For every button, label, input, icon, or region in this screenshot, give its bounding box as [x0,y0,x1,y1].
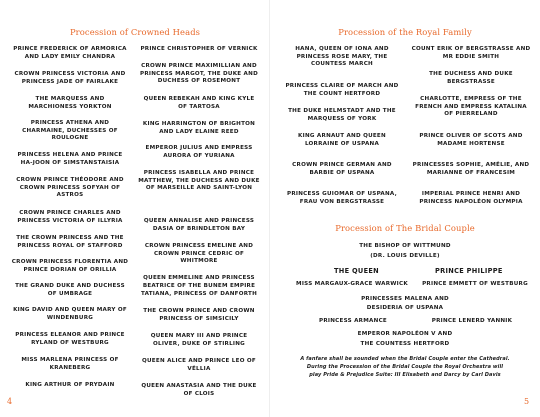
crowned-heads-heading: Procession of Crowned Heads [69,27,201,37]
procession-entry: THE MARQUESS AND MARCHIONESS YORKTON [28,96,112,110]
royal-family-heading: Procession of the Royal Family [338,27,472,37]
attendant-center-2b: THE COUNTESS HERTFORD [360,341,450,347]
procession-entry: IMPERIAL PRINCE HENRI AND PRINCESS NAPOLÉON OLYMPIA [419,191,523,205]
procession-entry: KING HARRINGTON OF BRIGHTON AND LADY ELAINE REED [142,121,256,135]
attendant-left-2: PRINCESS ARMANCE [319,318,387,324]
procession-entry: TATIANA, PRINCESS OF DANFORTH [140,291,258,297]
procession-entry: CROWN PRINCESS FLORENTIA AND PRINCE DORIAN OF ORILLIA [11,259,129,273]
royal-family-column-1 [283,46,401,216]
procession-entry: THE GRAND DUKE AND DUCHESS OF UMBRAGE [15,283,125,297]
procession-entry: THE CROWN PRINCE AND CROWN PRINCESS OF SIMSICILY [143,308,255,322]
procession-entry: KING ARNAUT AND QUEEN LORRAINE OF USPANA [298,133,386,147]
procession-entry: PRINCESS ELEANOR AND PRINCE RYLAND OF WESTBURG [15,332,125,346]
procession-entry: QUEEN REBEKAH AND KING KYLE OF TARTOSA [143,96,255,110]
bridal-couple-heading: Procession of The Bridal Couple [335,223,475,233]
procession-entry: EMPEROR JULIUS AND EMPRESS AURORA OF YURIANA [145,145,253,159]
procession-entry: PRINCE OLIVER OF SCOTS AND MADAME HORTENSE [419,133,523,147]
procession-entry: HANA, QUEEN OF IONA AND PRINCESS ROSE MARY, THE COUNTESS MARCH [295,46,389,68]
procession-entry: PRINCE CHRISTOPHER OF VERNICK [140,46,258,52]
procession-entry: THE CROWN PRINCESS AND THE PRINCESS ROYAL OF STAFFORD [16,235,124,249]
procession-entry: QUEEN MARY III AND PRINCE OLIVER, DUKE OF STIRLING [150,333,248,347]
procession-entry: CHARLOTTE, EMPRESS OF THE FRENCH AND EMPRESS KATALINA OF PIERRELAND [415,96,527,118]
fanfare-note-line-1: A fanfare shall be sounded when the Bridal Couple enter the Cathedral. [300,356,510,362]
fanfare-note-line-3: play Pride & Prejudice Suite: III Elisabeth and Darcy by Carl Davis [309,372,501,378]
attendant-center-2a: EMPEROR NAPOLÉON V AND [357,331,453,337]
crowned-heads-column-2 [138,46,260,396]
fanfare-note-line-2: During the Procession of the Bridal Couple the Royal Orchestra will [306,364,504,370]
attendant-center-1b: DESIDERIA OF USPANA [366,305,444,311]
procession-entry: PRINCESS GUIOMAR OF USPANA, FRAU VON BERGSTRASSE [287,191,397,205]
procession-entry: CROWN PRINCE CHARLES AND PRINCESS VICTORIA OF ILLYRIA [17,210,123,224]
procession-entry: CROWN PRINCE MAXIMILLIAN AND PRINCESS MARGOT, THE DUKE AND DUCHESS OF ROSEMONT [140,63,258,85]
page-gutter [269,0,270,417]
royal-family-column-2 [410,46,532,216]
page-number-right: 5 [524,397,530,406]
procession-entry: CROWN PRINCE THÉODORE AND CROWN PRINCESS SOFYAH OF ASTROS [16,177,124,199]
procession-entry: PRINCESS ATHENA AND CHARMAINE, DUCHESSES OF ROULOGNE [22,120,118,142]
crowned-heads-column-1 [11,46,129,396]
procession-entry: PRINCE FREDERICK OF ARMORICA AND LADY EMILY CHANDRA [13,46,127,60]
attendant-right-2: PRINCE LENERD YANNIK [431,318,513,324]
the-queen-label: THE QUEEN [334,267,380,275]
procession-entry: CROWN PRINCESS VICTORIA AND PRINCESS JADE OF FAIRLAKE [14,71,126,85]
bishop-line-1: THE BISHOP OF WITTMUND [359,243,451,249]
procession-entry: KING ARTHUR OF PRYDAIN [25,382,115,388]
page-number-left: 4 [7,397,13,406]
procession-entry: PRINCESS HELENA AND PRINCE HA-JOON OF SIMSTANSTAISIA [17,152,123,166]
procession-entry: MISS MARLENA PRINCESS OF KRANEBERG [21,357,119,371]
procession-entry: QUEEN ANNALISE AND PRINCESS DASIA OF BRINDLETON BAY [143,218,255,232]
procession-entry: KING DAVID AND QUEEN MARY OF WINDENBURG [13,307,127,321]
procession-entry: THE DUKE HELMSTADT AND THE MARQUESS OF YORK [288,108,396,122]
procession-entry: PRINCESSES SOPHIE, AMÉLIE, AND MARIANNE OF FRANCESIM [412,162,530,176]
procession-entry: CROWN PRINCESS EMELINE AND CROWN PRINCE CEDRIC OF WHITMORE [144,243,254,265]
procession-entry: QUEEN ALICE AND PRINCE LEO OF VÉLLIA [142,358,256,372]
attendant-right-1: PRINCE EMMETT OF WESTBURG [422,281,528,287]
procession-entry: CROWN PRINCE GERMAN AND BARBIE OF USPANA [292,162,392,176]
procession-entry: PRINCESS CLAIRE OF MARCH AND THE COUNT HERTFORD [285,83,399,97]
attendant-left-1: MISS MARGAUX-GRACE WARWICK [296,281,408,287]
procession-entry: QUEEN ANASTASIA AND THE DUKE OF CLOIS [141,383,257,397]
procession-entry: THE DUCHESS AND DUKE BERGSTRASSE [429,71,513,85]
procession-entry: PRINCESS ISABELLA AND PRINCE MATTHEW, THE DUCHESS AND DUKE OF MARSEILLE AND SAINT-LYON [138,170,260,192]
procession-entry: COUNT ERIK OF BERGSTRASSE AND MR EDDIE SMITH [411,46,531,60]
attendant-center-1a: PRINCESSES MALENA AND [361,296,449,302]
bishop-line-2: (DR. LOUIS DEVILLE) [370,253,440,259]
procession-entry: QUEEN EMMELINE AND PRINCESS BEATRICE OF THE BUNEM EMPIRE [142,275,256,289]
prince-philippe-label: PRINCE PHILIPPE [435,267,503,275]
